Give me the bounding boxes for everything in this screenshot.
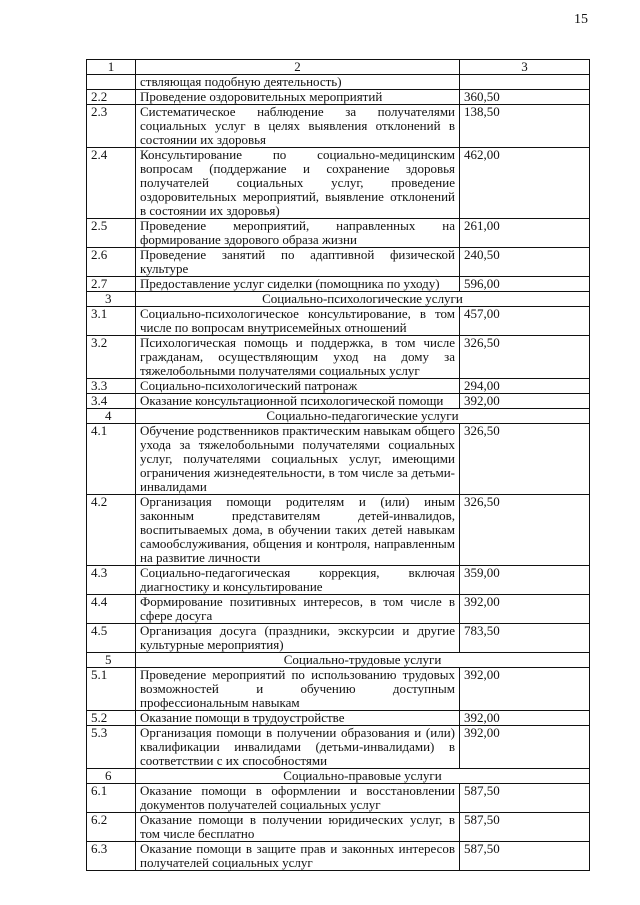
row-number: 2.6 bbox=[87, 248, 136, 277]
service-name: Оказание помощи в трудоустройстве bbox=[136, 711, 460, 726]
service-name: Обучение родственников практическим навыкам общего ухода за тяжелобольными получателями социальных услуг, получателями социальных услуг, имеющими ограничения жизнедеятельности, в том числе за детьми-инвалидами bbox=[136, 424, 460, 495]
service-name: Систематическое наблюдение за получателями социальных услуг в целях выявления отклонений в состоянии их здоровья bbox=[136, 105, 460, 148]
service-name: Оказание консультационной психологической помощи bbox=[136, 394, 460, 409]
service-price: 462,00 bbox=[460, 148, 590, 219]
service-price: 326,50 bbox=[460, 495, 590, 566]
row-number: 2.4 bbox=[87, 148, 136, 219]
row-number: 6.1 bbox=[87, 784, 136, 813]
service-name: Проведение мероприятий по использованию трудовых возможностей и обучению доступным профессиональным навыкам bbox=[136, 668, 460, 711]
row-number: 5.3 bbox=[87, 726, 136, 769]
table-body bbox=[87, 75, 590, 871]
section-number: 6 bbox=[87, 769, 136, 784]
row-number: 4.3 bbox=[87, 566, 136, 595]
service-price bbox=[460, 75, 590, 90]
row-number: 3.2 bbox=[87, 336, 136, 379]
table-row bbox=[87, 813, 590, 842]
service-price: 138,50 bbox=[460, 105, 590, 148]
row-number: 3.1 bbox=[87, 307, 136, 336]
service-name: Организация помощи в получении образования и (или) квалификации инвалидами (детьми-инвалидами) в соответствии с их способностями bbox=[136, 726, 460, 769]
service-price: 587,50 bbox=[460, 842, 590, 871]
section-number: 5 bbox=[87, 653, 136, 668]
service-price: 392,00 bbox=[460, 668, 590, 711]
row-number: 2.5 bbox=[87, 219, 136, 248]
service-name: Оказание помощи в получении юридических услуг, в том числе бесплатно bbox=[136, 813, 460, 842]
table-header-row bbox=[87, 60, 590, 75]
service-price: 326,50 bbox=[460, 336, 590, 379]
service-price: 587,50 bbox=[460, 784, 590, 813]
row-number: 4.1 bbox=[87, 424, 136, 495]
service-price: 587,50 bbox=[460, 813, 590, 842]
row-number: 2.7 bbox=[87, 277, 136, 292]
service-price: 392,00 bbox=[460, 726, 590, 769]
row-number: 5.1 bbox=[87, 668, 136, 711]
table-row bbox=[87, 90, 590, 105]
service-price: 783,50 bbox=[460, 624, 590, 653]
row-number: 2.3 bbox=[87, 105, 136, 148]
row-number: 2.2 bbox=[87, 90, 136, 105]
service-price: 294,00 bbox=[460, 379, 590, 394]
service-name: Социально-психологическое консультирование, в том числе по вопросам внутрисемейных отношений bbox=[136, 307, 460, 336]
table-row bbox=[87, 495, 590, 566]
section-number: 3 bbox=[87, 292, 136, 307]
service-price: 359,00 bbox=[460, 566, 590, 595]
service-name: Организация помощи родителям и (или) иным законным представителям детей-инвалидов, воспитываемых дома, в обучении таких детей навыкам самообслуживания, общения и контроля, направленным на развитие личности bbox=[136, 495, 460, 566]
service-name: Организация досуга (праздники, экскурсии и другие культурные мероприятия) bbox=[136, 624, 460, 653]
section-title: Социально-психологические услуги bbox=[136, 292, 590, 307]
table-row bbox=[87, 566, 590, 595]
table-row bbox=[87, 336, 590, 379]
service-price: 240,50 bbox=[460, 248, 590, 277]
section-title: Социально-педагогические услуги bbox=[136, 409, 590, 424]
table-row bbox=[87, 424, 590, 495]
table-row bbox=[87, 784, 590, 813]
page-number: 15 bbox=[574, 12, 588, 27]
section-title: Социально-правовые услуги bbox=[136, 769, 590, 784]
table-row bbox=[87, 219, 590, 248]
service-price: 326,50 bbox=[460, 424, 590, 495]
section-header-row bbox=[87, 292, 590, 307]
table-row bbox=[87, 307, 590, 336]
table-row bbox=[87, 668, 590, 711]
service-name: Оказание помощи в защите прав и законных интересов получателей социальных услуг bbox=[136, 842, 460, 871]
service-name: Оказание помощи в оформлении и восстановлении документов получателей социальных услуг bbox=[136, 784, 460, 813]
table-row bbox=[87, 277, 590, 292]
service-name: Психологическая помощь и поддержка, в том числе гражданам, осуществляющим уход на дому за тяжелобольными получателями социальных услуг bbox=[136, 336, 460, 379]
column-header-service: 2 bbox=[136, 60, 460, 75]
table-row bbox=[87, 624, 590, 653]
section-header-row bbox=[87, 769, 590, 784]
service-price: 360,50 bbox=[460, 90, 590, 105]
service-price: 392,00 bbox=[460, 595, 590, 624]
table-row bbox=[87, 842, 590, 871]
service-name: Консультирование по социально-медицинским вопросам (поддержание и сохранение здоровья получателей социальных услуг, проведение оздоровительных мероприятий, выявление отклонений в состоянии их здоровья) bbox=[136, 148, 460, 219]
service-name: Проведение занятий по адаптивной физической культуре bbox=[136, 248, 460, 277]
section-number: 4 bbox=[87, 409, 136, 424]
row-number: 4.5 bbox=[87, 624, 136, 653]
service-price: 261,00 bbox=[460, 219, 590, 248]
row-number: 4.4 bbox=[87, 595, 136, 624]
service-name: Проведение оздоровительных мероприятий bbox=[136, 90, 460, 105]
table-row bbox=[87, 726, 590, 769]
row-number: 4.2 bbox=[87, 495, 136, 566]
row-number: 6.2 bbox=[87, 813, 136, 842]
table-row bbox=[87, 248, 590, 277]
table-row bbox=[87, 148, 590, 219]
row-number bbox=[87, 75, 136, 90]
service-name: Социально-психологический патронаж bbox=[136, 379, 460, 394]
service-price: 392,00 bbox=[460, 711, 590, 726]
table-row bbox=[87, 394, 590, 409]
section-title: Социально-трудовые услуги bbox=[136, 653, 590, 668]
table-row bbox=[87, 595, 590, 624]
service-price: 392,00 bbox=[460, 394, 590, 409]
column-header-number: 1 bbox=[87, 60, 136, 75]
row-number: 3.3 bbox=[87, 379, 136, 394]
table-row bbox=[87, 75, 590, 90]
section-header-row bbox=[87, 409, 590, 424]
service-price: 457,00 bbox=[460, 307, 590, 336]
table-row bbox=[87, 105, 590, 148]
row-number: 3.4 bbox=[87, 394, 136, 409]
service-name: Проведение мероприятий, направленных на формирование здорового образа жизни bbox=[136, 219, 460, 248]
service-price: 596,00 bbox=[460, 277, 590, 292]
row-number: 5.2 bbox=[87, 711, 136, 726]
column-header-price: 3 bbox=[460, 60, 590, 75]
table-row bbox=[87, 379, 590, 394]
services-price-table bbox=[86, 59, 590, 871]
section-header-row bbox=[87, 653, 590, 668]
row-number: 6.3 bbox=[87, 842, 136, 871]
service-name: Социально-педагогическая коррекция, включая диагностику и консультирование bbox=[136, 566, 460, 595]
table-row bbox=[87, 711, 590, 726]
service-name: Предоставление услуг сиделки (помощника по уходу) bbox=[136, 277, 460, 292]
service-name: ствляющая подобную деятельность) bbox=[136, 75, 460, 90]
service-name: Формирование позитивных интересов, в том числе в сфере досуга bbox=[136, 595, 460, 624]
